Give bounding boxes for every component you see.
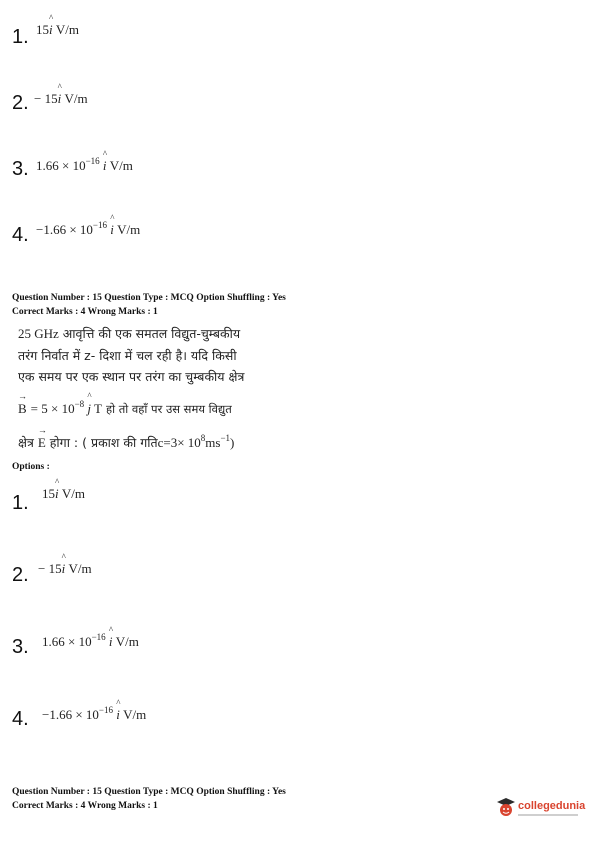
logo-tagline-bar xyxy=(518,814,578,816)
option-number: 3. xyxy=(12,158,29,180)
option-value: $-1.66 \times 10^{-16}$ ^ i V/m xyxy=(36,213,141,237)
option-value: − 15 ^ i V/m xyxy=(34,82,88,106)
option-number: 1. xyxy=(12,492,29,514)
unit-vector-i: ^ i xyxy=(108,625,114,649)
vector-e: → E xyxy=(37,425,47,450)
vector-b: → B xyxy=(18,391,27,416)
question-line: → $B = 5 \times 10^{-8}$ ^ j T हो तो वहाँ पर उस समय विद्युत xyxy=(18,391,232,416)
question-marks: Correct Marks : 4 Wrong Marks : 1 xyxy=(12,307,158,317)
option-value: 15 ^ i V/m xyxy=(36,13,79,37)
logo-wordmark: collegedunia xyxy=(518,800,586,812)
options-label: Options : xyxy=(12,462,50,472)
option-3-value[interactable]: $1.66 \times 10^{-16}$ ^ i V/m xyxy=(42,625,139,649)
option-value: $1.66 \times 10^{-16}$ ^ i V/m xyxy=(36,149,133,173)
question-line: क्षेत्र → E होगा : ( प्रकाश की गतिc=3× $10^8ms^{-1}$) xyxy=(18,425,235,450)
unit-vector-i: ^ i xyxy=(61,552,66,576)
unit-vector-i: ^ i xyxy=(116,698,121,722)
unit-vector-i: ^ i xyxy=(49,13,54,37)
question-meta: Question Number : 15 Question Type : MCQ Option Shuffling : Yes xyxy=(12,293,286,303)
next-question-marks: Correct Marks : 4 Wrong Marks : 1 xyxy=(12,801,158,811)
unit-vector-i: ^ i xyxy=(102,149,108,173)
option-1[interactable] xyxy=(12,492,29,515)
graduate-avatar-icon xyxy=(496,796,516,820)
option-number: 1. xyxy=(12,26,29,48)
option-number: 4. xyxy=(12,224,29,246)
collegedunia-logo xyxy=(496,796,588,822)
unit-vector-j: ^ j xyxy=(87,391,92,416)
option-4[interactable] xyxy=(12,708,29,731)
unit-vector-i: ^ i xyxy=(55,477,60,501)
unit-vector-i: ^ i xyxy=(110,213,115,237)
option-3[interactable] xyxy=(12,636,29,659)
option-4-value[interactable]: $-1.66 \times 10^{-16}$ ^ i V/m xyxy=(42,698,147,722)
question-line: एक समय पर एक स्थान पर तरंग का चुम्बकीय क्षेत्र xyxy=(18,369,245,384)
unit-vector-i: ^ i xyxy=(57,82,62,106)
option-1-value[interactable]: 15 ^ i V/m xyxy=(42,477,85,501)
question-line: 25 GHz आवृत्ति की एक समतल विद्युत-चुम्बकीय xyxy=(18,326,241,341)
option-number: 2. xyxy=(12,92,29,114)
question-line: तरंग निर्वात में z- दिशा में चल रही है। यदि किसी xyxy=(18,348,237,363)
option-2-value[interactable]: − 15 ^ i V/m xyxy=(38,552,92,576)
option-number: 4. xyxy=(12,708,29,730)
option-number: 3. xyxy=(12,636,29,658)
option-number: 2. xyxy=(12,564,29,586)
next-question-meta: Question Number : 15 Question Type : MCQ Option Shuffling : Yes xyxy=(12,787,286,797)
option-2[interactable] xyxy=(12,564,29,587)
